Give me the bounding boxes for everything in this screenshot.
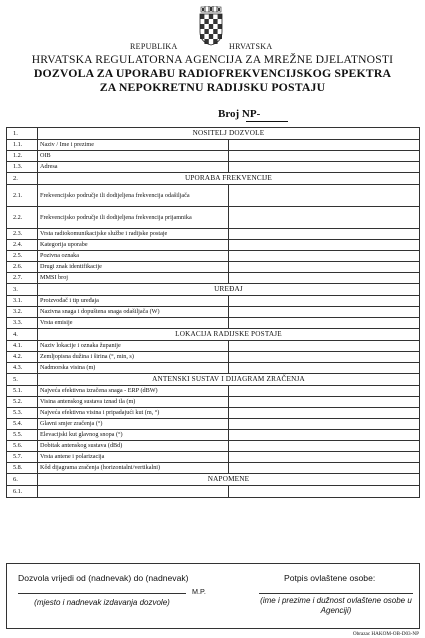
row-value-field[interactable]: [229, 341, 420, 352]
form-row: [7, 207, 420, 229]
row-value-field[interactable]: [229, 273, 420, 284]
signature-label: Potpis ovlaštene osobe:: [284, 573, 376, 583]
row-number: 1.1.: [7, 140, 38, 151]
row-value-field[interactable]: [229, 386, 420, 397]
issue-place-date-field[interactable]: [18, 593, 186, 594]
row-value-field[interactable]: [229, 307, 420, 318]
form-row: [7, 341, 420, 352]
row-label: Zemljopisna dužina i širina (°, min, s): [38, 352, 229, 363]
section-number: 4.: [7, 329, 38, 341]
validity-text: Dozvola vrijedi od (nadnevak) do (nadnevak): [18, 573, 189, 583]
form-row: [7, 363, 420, 374]
form-row: [7, 262, 420, 273]
row-value-field[interactable]: [229, 229, 420, 240]
row-label: Nazivna snaga i dopuštena snaga odašiljača (W): [38, 307, 229, 318]
row-number: 2.6.: [7, 262, 38, 273]
row-value-field[interactable]: [229, 262, 420, 273]
row-value-field[interactable]: [229, 452, 420, 463]
row-label: Vrsta radiokomunikacijske službe i radijske postaje: [38, 229, 229, 240]
row-label: Adresa: [38, 162, 229, 173]
section-number: 6.: [7, 474, 38, 486]
row-label: Elevacijski kut glavnog snopa (°): [38, 430, 229, 441]
issue-place-date-caption: (mjesto i nadnevak izdavanja dozvole): [34, 598, 170, 607]
row-label: Najveća efektivna visina i pripadajući kut (m, °): [38, 408, 229, 419]
permit-number-label: Broj NP-: [218, 108, 261, 120]
form-row: [7, 419, 420, 430]
form-row: [7, 185, 420, 207]
row-number: 4.1.: [7, 341, 38, 352]
coat-of-arms-icon: [194, 6, 228, 46]
form-row: [7, 441, 420, 452]
row-number: 6.1.: [7, 486, 38, 498]
row-number: 5.3.: [7, 408, 38, 419]
section-title: NAPOMENE: [38, 474, 420, 486]
row-value-field[interactable]: [229, 207, 420, 229]
form-code: Obrazac HAKOM-OB-D03-NP: [352, 631, 419, 637]
form-row: [7, 452, 420, 463]
row-value-field[interactable]: [229, 430, 420, 441]
row-value-field[interactable]: [229, 318, 420, 329]
row-number: 5.4.: [7, 419, 38, 430]
section-number: 2.: [7, 173, 38, 185]
row-label: OIB: [38, 151, 229, 162]
row-label: Frekvencijsko područje ili dodijeljena frekvencija prijamnika: [38, 207, 229, 229]
row-label: MMSI broj: [38, 273, 229, 284]
row-number: 4.3.: [7, 363, 38, 374]
row-label: Naziv lokacije i oznaka županije: [38, 341, 229, 352]
row-number: 3.2.: [7, 307, 38, 318]
republic-label-right: HRVATSKA: [229, 42, 273, 51]
row-number: 5.1.: [7, 386, 38, 397]
section-number: 5.: [7, 374, 38, 386]
row-number: 2.5.: [7, 251, 38, 262]
row-label: Glavni smjer zračenja (°): [38, 419, 229, 430]
form-row: [7, 162, 420, 173]
row-number: 5.8.: [7, 463, 38, 474]
row-number: 5.2.: [7, 397, 38, 408]
section-title: ANTENSKI SUSTAV I DIJAGRAM ZRAČENJA: [38, 374, 420, 386]
row-label: Visina antenskog sustava iznad tla (m): [38, 397, 229, 408]
row-label: Nadmorska visina (m): [38, 363, 229, 374]
row-number: 5.7.: [7, 452, 38, 463]
row-value-field[interactable]: [229, 162, 420, 173]
row-number: 2.1.: [7, 185, 38, 207]
row-value-field[interactable]: [229, 463, 420, 474]
row-number: 2.7.: [7, 273, 38, 284]
form-row: [7, 352, 420, 363]
row-value-field[interactable]: [229, 486, 420, 498]
form-row: [7, 229, 420, 240]
document-title-line-2: ZA NEPOKRETNU RADIJSKU POSTAJU: [99, 80, 326, 94]
section-header-row: [7, 474, 420, 486]
row-number: 5.5.: [7, 430, 38, 441]
form-row: [7, 408, 420, 419]
form-row: [7, 151, 420, 162]
form-row: [7, 397, 420, 408]
row-number: 2.2.: [7, 207, 38, 229]
section-title: UREĐAJ: [38, 284, 420, 296]
row-value-field[interactable]: [229, 408, 420, 419]
row-value-field[interactable]: [229, 151, 420, 162]
row-number: 1.3.: [7, 162, 38, 173]
row-label: Vrsta antene i polarizacija: [38, 452, 229, 463]
section-header-row: [7, 374, 420, 386]
permit-form-table: [6, 127, 420, 498]
row-value-field[interactable]: [229, 140, 420, 151]
section-header-row: [7, 173, 420, 185]
row-value-field[interactable]: [229, 419, 420, 430]
row-number: 4.2.: [7, 352, 38, 363]
row-value-field[interactable]: [229, 251, 420, 262]
form-row: [7, 307, 420, 318]
section-number: 1.: [7, 128, 38, 140]
form-row: [7, 240, 420, 251]
republic-label-left: REPUBLIKA: [130, 42, 178, 51]
row-number: 3.1.: [7, 296, 38, 307]
document-title-line-1: DOZVOLA ZA UPORABU RADIOFREKVENCIJSKOG SPEKTRA: [33, 66, 392, 80]
row-label: Drugi znak identifikacije: [38, 262, 229, 273]
row-label: Kôd dijagrama zračenja (horizontalni/vertikalni): [38, 463, 229, 474]
section-title: UPORABA FREKVENCIJE: [38, 173, 420, 185]
stamp-place-label: M.P.: [192, 587, 206, 596]
row-label: Naziv / Ime i prezime: [38, 140, 229, 151]
section-title: NOSITELJ DOZVOLE: [38, 128, 420, 140]
form-row: [7, 296, 420, 307]
form-row: [7, 486, 420, 498]
row-label: Proizvođač i tip uređaja: [38, 296, 229, 307]
row-label: Pozivna oznaka: [38, 251, 229, 262]
row-label: [38, 486, 229, 498]
signature-field[interactable]: [259, 593, 413, 594]
row-value-field[interactable]: [229, 397, 420, 408]
form-row: [7, 273, 420, 284]
agency-name: HRVATSKA REGULATORNA AGENCIJA ZA MREŽNE DJELATNOSTI: [31, 53, 394, 66]
row-label: Najveća efektivna izračena snaga - ERP (dBW): [38, 386, 229, 397]
row-number: 2.3.: [7, 229, 38, 240]
permit-number-field[interactable]: [246, 121, 288, 122]
row-number: 1.2.: [7, 151, 38, 162]
section-title: LOKACIJA RADIJSKE POSTAJE: [38, 329, 420, 341]
form-row: [7, 140, 420, 151]
form-row: [7, 251, 420, 262]
form-row: [7, 318, 420, 329]
row-value-field[interactable]: [229, 185, 420, 207]
form-row: [7, 386, 420, 397]
row-value-field[interactable]: [229, 441, 420, 452]
section-header-row: [7, 284, 420, 296]
row-label: Vrsta emisije: [38, 318, 229, 329]
row-label: Kategorija uporabe: [38, 240, 229, 251]
row-value-field[interactable]: [229, 363, 420, 374]
row-value-field[interactable]: [229, 240, 420, 251]
signature-caption: (ime i prezime i dužnost ovlaštene osobe u Agenciji): [260, 596, 412, 615]
row-number: 2.4.: [7, 240, 38, 251]
form-row: [7, 430, 420, 441]
section-number: 3.: [7, 284, 38, 296]
row-number: 5.6.: [7, 441, 38, 452]
form-row: [7, 463, 420, 474]
row-label: Dobitak antenskog sustava (dBd): [38, 441, 229, 452]
row-number: 3.3.: [7, 318, 38, 329]
row-label: Frekvencijsko područje ili dodijeljena frekvencija odašiljača: [38, 185, 229, 207]
row-value-field[interactable]: [229, 296, 420, 307]
section-header-row: [7, 128, 420, 140]
section-header-row: [7, 329, 420, 341]
row-value-field[interactable]: [229, 352, 420, 363]
